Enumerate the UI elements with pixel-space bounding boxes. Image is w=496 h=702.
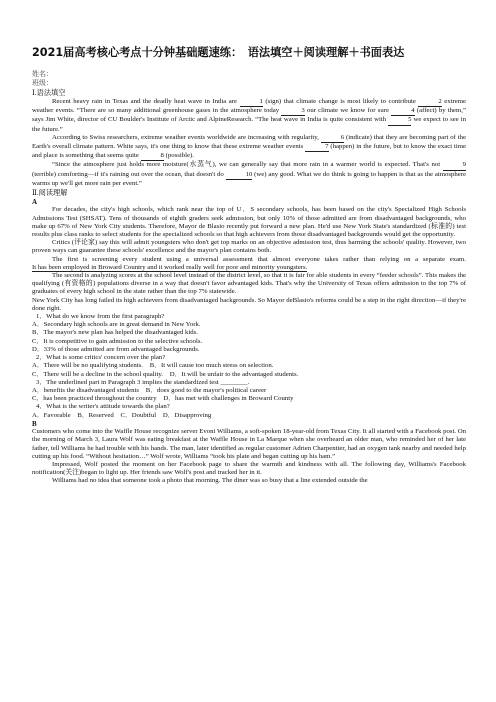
question-4-options: A．Favorable B．Reserved C．Doubtful D．Disapproving [32, 411, 212, 419]
blank-10: 10 [226, 171, 253, 180]
text-run: (possible). [163, 152, 194, 160]
question-3-options-cd: C．has been practiced throughout the country D．has met with challenges in Broward County [32, 395, 294, 403]
text-run: Recent heavy rain in Texas and the deadly heat wave in India are [52, 98, 240, 105]
document-title: 2021届高考核心考点十分钟基础题速练： 语法填空＋阅读理解＋书面表达 [32, 46, 405, 59]
passage-b-paragraph-1: Customers who come into the Waffle House recognize server Evoni Williams, a soft-spoken 18-year-old from Texas City. It all started with a Facebook post. On the morning of March 3, Laura Wolf was eating breakfast at the Waffle House in La Marque when she overheard an older man, who reminded her of her late father, tell Williams he had trouble with his hands. The man, later identified as regular customer Adrien Charpentier, had an oxygen tank nearby and needed help cutting up his food. “Without hesitation…” Wolf wrote, Williams “took his plate and began cutting up his ham.” [32, 428, 466, 460]
question-1: 1．What do we know from the first paragraph? [36, 313, 165, 321]
blank-9: 9 [443, 161, 466, 170]
grammar-paragraph-1 [32, 98, 466, 134]
question-1-option-b: B．The mayor's new plan has helped the disadvantaged kids. [32, 329, 198, 337]
passage-a-paragraph-1: For decades, the city's high schools, which rank near the top of U．S secondary schools, has been based on the city's Specialized High Schools Admissions Test (SHSAT). Tens of thousands of eighth graders seek admission, but only 10% of those admitted are from disadvantaged backgrounds, who make up 67% of New York City students. Therefore, Mayor de Blasio recently put forward a new plan. He'd use New York State's standardized (标准的) test results plus class ranks to select students for the specialized schools so that high achievers from those disadvantaged backgrounds would get the opportunity. [32, 206, 466, 239]
question-1-option-d: D．33% of those admitted are from advantaged backgrounds. [32, 345, 200, 353]
passage-a-underlined-sentence [32, 264, 466, 272]
class-field: 班级： [32, 79, 53, 87]
blank-3: 3 [281, 107, 304, 116]
text-run: The first is screening every student using a universal assessment that almost everyone takes rather than relying on a separate [52, 255, 445, 263]
text-run: “Since the atmosphere just holds more moisture(水蒸气), we can generally say that more rain in a warmer world is expected. That's not [52, 161, 443, 169]
name-field: 姓名： [32, 70, 53, 78]
question-1-option-c: C．It is competitive to gain admission to the selective schools. [32, 337, 203, 345]
question-1-option-a: A．Secondary high schools are in great demand in New York. [32, 321, 201, 329]
underlined-text: It has been employed in Broward Country and it worked really well for poor and minority youngsters. [32, 263, 308, 271]
text-run: extreme weather events. “There are so many additional greenhouse gases in the atmosphere today [32, 98, 466, 115]
passage-a-paragraph-4: The second is analyzing scores at the school level instead of the district level, so that it is fair for able students in every “feeder schools”. This makes the qualifying (有资格的) populations diverse in a way that doesn't favor advantaged kids. That's why the University of Texas offers admission to the top 7% of graduates of every high school in the state rather than the top 7% statewide. [32, 272, 466, 296]
text-run: (indicate) that they are becoming part of the Earth's overall climate pattern. White says, it's one thing to know that these extreme weather events [32, 133, 466, 151]
blank-1: 1 [240, 98, 263, 107]
passage-b-paragraph-3: Williams had no idea that someone took a photo that morning. The diner was so busy that a line extended outside the [52, 477, 368, 485]
question-3: 3．The underlined part in Paragraph 3 implies the standardized test ________. [36, 378, 250, 386]
text-run: our climate we know for sure [304, 107, 392, 115]
passage-a-paragraph-3 [32, 256, 466, 264]
text-run: exam. [449, 255, 466, 263]
passage-b-label: B [32, 419, 37, 428]
question-3-options-ab: A．benefits the disadvantaged students B．does good to the mayor's political career [32, 386, 267, 394]
blank-6: 6 [321, 134, 344, 143]
text-run: (terrible) comforting—if it's raining out over the ocean, that doesn't do [32, 170, 226, 178]
question-4: 4．What is the writer's attitude towards the plan? [36, 403, 170, 411]
passage-a-paragraph-5: New York City has long failed its high achievers from disadvantaged backgrounds. So Mayor deBlasio's reforms could be a step in the right direction—if they're done right. [32, 296, 466, 312]
grammar-paragraph-2 [32, 134, 466, 162]
question-2: 2．What is some critics' concern over the plan? [36, 354, 166, 362]
blank-8: 8 [141, 152, 164, 161]
text-run: According to Swiss researchers, extreme weather events worldwide are increasing with regularity, [52, 133, 321, 141]
text-run: (sign) that climate change is most likely to contribute [262, 98, 419, 105]
question-2-options-cd: C．There will be a decline in the school quality. D．It will be unfair to the advantaged students. [32, 370, 299, 378]
passage-b-paragraph-2: Impressed, Wolf posted the moment on her Facebook page to share the warmth and kindness with all. The following day, Williams's Facebook notification(关注)began to light up. Her friends saw Wolf's post and tracked her in it. [32, 460, 466, 477]
section-heading-grammar: Ⅰ.语法填空 [32, 89, 66, 97]
text-run: (affect) by them,” says Jim White, director of CU Boulder's Institute of Arctic and AlpineResearch. “The heat wave in India is quite consistent with [32, 107, 466, 124]
grammar-paragraph-3 [32, 161, 466, 188]
text-run: we expect to see in the future.” [32, 116, 466, 133]
section-heading-reading: Ⅱ.阅读理解 [32, 189, 68, 198]
passage-a-paragraph-2: Critics (评论家) say this will admit youngsters who don't get top marks on an objective admission test, thus harming the schools' quality. However, two proven ways can guarantee these schools' excellence and the mayor's plan contains both. [32, 239, 466, 255]
passage-a-label: A [32, 198, 38, 207]
blank-4: 4 [391, 107, 414, 116]
blank-5: 5 [388, 116, 411, 125]
text-run: (happen) in the future, but to know the exact time and place is something that seems quite [32, 143, 466, 160]
text-run: (we) any good. What we do think is going to happen is that as the atmosphere warms up we'll get more rain per event.” [32, 170, 466, 187]
blank-7: 7 [305, 143, 328, 152]
blank-2: 2 [418, 98, 441, 107]
question-2-options-ab: A．There will be no qualifying students. B．It will cause too much stress on selection. [32, 362, 274, 370]
